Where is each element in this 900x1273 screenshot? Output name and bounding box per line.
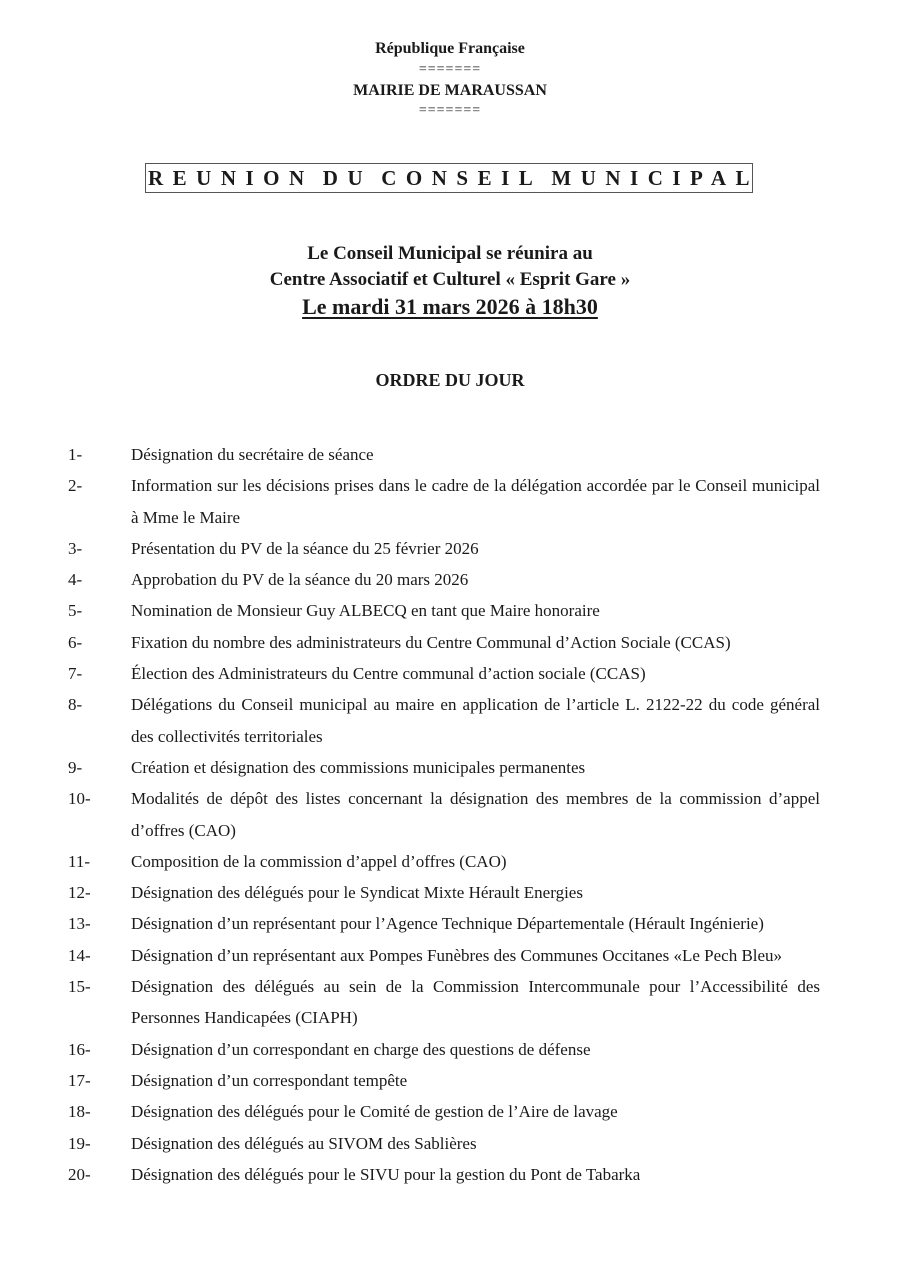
agenda-item-number: 10-: [68, 789, 91, 809]
agenda-item-text: Présentation du PV de la séance du 25 février 2026: [131, 538, 479, 558]
agenda-item-number: 7-: [68, 664, 83, 684]
agenda-item: [68, 1034, 820, 1065]
agenda-item-number: 2-: [68, 476, 83, 496]
agenda-item: [68, 752, 820, 783]
agenda-item-text: Désignation du secrétaire de séance: [131, 445, 374, 464]
convocation-line-2: Centre Associatif et Culturel « Esprit Gare »: [269, 269, 631, 290]
agenda-item: [68, 940, 820, 971]
agenda-item: [68, 1096, 820, 1127]
agenda-item: [68, 595, 820, 626]
agenda-item-number: 6-: [68, 632, 83, 652]
agenda-item: [68, 783, 820, 846]
agenda-item-text: Délégations du Conseil municipal au maire en application de l’article L. 2122-22 du code général des collectivités territoriales: [131, 695, 820, 746]
agenda-item-text: Fixation du nombre des administrateurs du Centre Communal d’Action Sociale (CCAS): [131, 632, 731, 652]
agenda-item-text: Information sur les décisions prises dans le cadre de la délégation accordée par le Conseil municipal à Mme le Maire: [131, 476, 820, 527]
agenda-item-number: 11-: [68, 851, 91, 871]
agenda-item-number: 3-: [68, 538, 83, 558]
agenda-item-number: 1-: [68, 445, 83, 464]
convocation-line-1: Le Conseil Municipal se réunira au: [307, 243, 593, 264]
agenda-item-number: 20-: [68, 1164, 91, 1184]
title-word: CONSEIL: [381, 165, 543, 190]
agenda-item: [68, 1065, 820, 1096]
agenda-item: [68, 1128, 820, 1159]
agenda-item-text: Désignation des délégués au sein de la Commission Intercommunale pour l’Accessibilité des Personnes Handicapées (CIAPH): [131, 977, 820, 1028]
agenda-item: [68, 689, 820, 752]
separator: =======: [418, 62, 482, 77]
agenda-item: [68, 533, 820, 564]
mairie-heading: MAIRIE DE MARAUSSAN: [353, 82, 547, 99]
agenda-list: [68, 439, 820, 1190]
agenda-item-number: 13-: [68, 914, 91, 934]
agenda-item-text: Désignation des délégués pour le Comité de gestion de l’Aire de lavage: [131, 1102, 618, 1122]
agenda-item-number: 19-: [68, 1133, 91, 1153]
agenda-item-number: 9-: [68, 757, 83, 777]
agenda-item-number: 5-: [68, 601, 83, 621]
agenda-item-number: 16-: [68, 1039, 91, 1059]
agenda-item: [68, 908, 820, 939]
agenda-item-number: 15-: [68, 977, 91, 997]
agenda-item-number: 14-: [68, 945, 91, 965]
agenda-item-text: Création et désignation des commissions municipales permanentes: [131, 757, 586, 777]
agenda-item: [68, 627, 820, 658]
agenda-item: [68, 971, 820, 1034]
agenda-item: [68, 877, 820, 908]
agenda-item-number: 4-: [68, 570, 83, 590]
agenda-item-number: 18-: [68, 1102, 91, 1122]
agenda-item: [68, 439, 820, 470]
agenda-item-text: Désignation d’un correspondant tempête: [131, 1070, 408, 1090]
agenda-item-text: Désignation d’un correspondant en charge des questions de défense: [131, 1039, 591, 1059]
agenda-heading: ORDRE DU JOUR: [375, 370, 525, 390]
document-title-box: [145, 163, 759, 193]
title-word: REUNION: [148, 165, 314, 190]
agenda-item-text: Désignation des délégués pour le Syndicat Mixte Hérault Energies: [131, 883, 583, 903]
agenda-item: [68, 1159, 820, 1190]
meeting-date: [0, 294, 900, 320]
agenda-item-text: Nomination de Monsieur Guy ALBECQ en tant que Maire honoraire: [131, 601, 600, 621]
agenda-item: [68, 658, 820, 689]
agenda-item-text: Désignation des délégués pour le SIVU pour la gestion du Pont de Tabarka: [131, 1164, 641, 1184]
title-word: MUNICIPAL: [551, 165, 759, 190]
agenda-item: [68, 470, 820, 533]
agenda-item: [68, 846, 820, 877]
agenda-item-text: Composition de la commission d’appel d’offres (CAO): [131, 851, 507, 871]
agenda-item-number: 17-: [68, 1070, 91, 1090]
agenda-item-number: 12-: [68, 883, 91, 903]
agenda-item: [68, 564, 820, 595]
agenda-item-text: Élection des Administrateurs du Centre communal d’action sociale (CCAS): [131, 664, 646, 684]
agenda-item-text: Désignation d’un représentant pour l’Agence Technique Départementale (Hérault Ingénierie): [131, 914, 764, 934]
agenda-item-text: Désignation d’un représentant aux Pompes Funèbres des Communes Occitanes «Le Pech Bleu»: [131, 945, 783, 965]
agenda-item-text: Modalités de dépôt des listes concernant la désignation des membres de la commission d’appel d’offres (CAO): [131, 789, 820, 840]
republic-heading: République Française: [375, 40, 525, 57]
agenda-item-number: 8-: [68, 695, 83, 715]
meeting-date-text: Le mardi 31 mars 2026 à 18h30: [302, 294, 598, 319]
agenda-item-text: Approbation du PV de la séance du 20 mars 2026: [131, 570, 469, 590]
separator: =======: [418, 103, 482, 118]
agenda-item-text: Désignation des délégués au SIVOM des Sablières: [131, 1133, 477, 1153]
title-word: DU: [322, 165, 373, 190]
